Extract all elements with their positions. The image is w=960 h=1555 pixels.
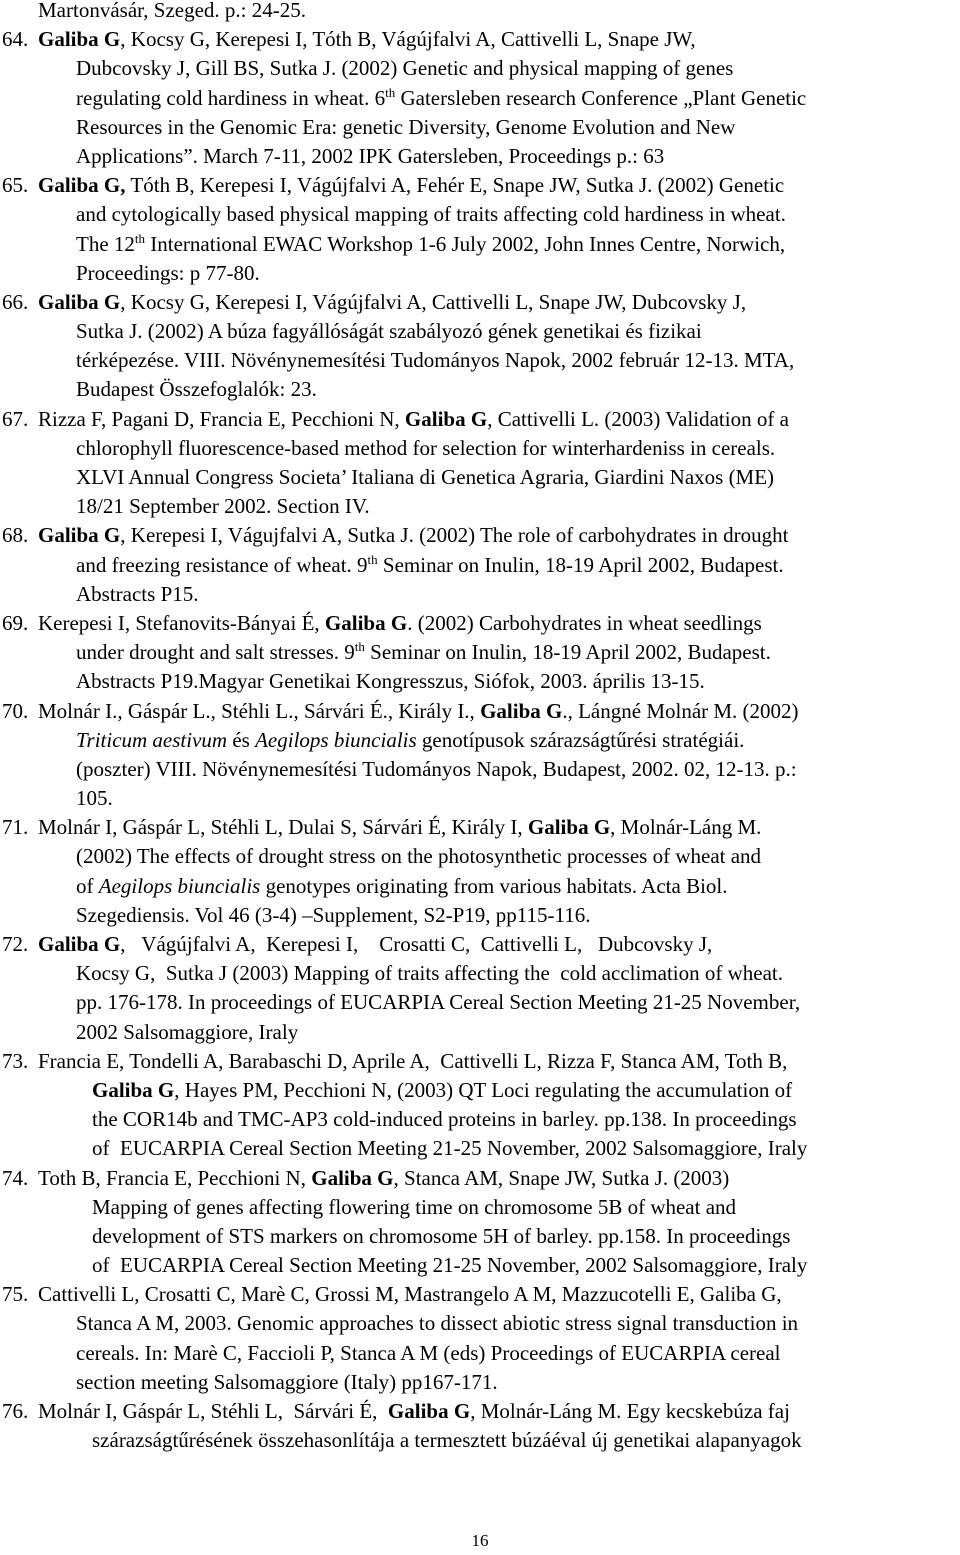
reference-number: 76. <box>2 1399 29 1423</box>
reference-text: Proceedings: p 77-80. <box>76 260 260 285</box>
reference-number: 70. <box>2 698 29 723</box>
reference-text: (poszter) VIII. Növénynemesítési Tudományos Napok, Budapest, 2002. 02, 12-13. p.: <box>76 756 797 781</box>
reference-line <box>0 726 960 755</box>
page-number: 16 <box>471 1531 489 1550</box>
reference-number: 69. <box>2 610 29 635</box>
reference-line <box>0 755 960 784</box>
reference-text: Stanca A M, 2003. Genomic approaches to dissect abiotic stress signal transduction in <box>76 1311 799 1336</box>
reference-text: XLVI Annual Congress Societa’ Italiana di Genetica Agraria, Giardini Naxos (ME) <box>76 465 775 489</box>
reference-text: 2002 Salsomaggiore, Iraly <box>76 1019 299 1044</box>
reference-line <box>0 346 960 375</box>
reference-text: Galiba G, Hayes PM, Pecchioni N, (2003) QT Loci regulating the accumulation of <box>92 1077 793 1102</box>
reference-text: of EUCARPIA Cereal Section Meeting 21-25 November, 2002 Salsomaggiore, Iraly <box>92 1136 808 1161</box>
reference-line <box>0 463 960 492</box>
reference-line <box>0 1076 960 1105</box>
reference-line <box>0 1222 960 1251</box>
reference-line <box>0 580 960 609</box>
reference-line <box>0 1193 960 1222</box>
reference-entry-start <box>0 1047 960 1076</box>
reference-entry-start <box>0 813 960 842</box>
reference-line <box>0 434 960 463</box>
reference-line <box>0 1018 960 1047</box>
reference-entry-start <box>0 930 960 959</box>
reference-text: Galiba G, Kocsy G, Kerepesi I, Vágújfalvi A, Cattivelli L, Snape JW, Dubcovsky J, <box>38 289 747 314</box>
reference-text: Toth B, Francia E, Pecchioni N, Galiba G, Stanca AM, Snape JW, Sutka J. (2003) <box>38 1165 730 1190</box>
reference-text: chlorophyll fluorescence-based method for selection for winterhardeniss in cereals. <box>76 435 776 460</box>
reference-number: 65. <box>2 173 29 198</box>
reference-text: Molnár I., Gáspár L., Stéhli L., Sárvári É., Király I., Galiba G., Lángné Molnár M. (2002) <box>38 698 799 723</box>
reference-number: 74. <box>2 1165 29 1190</box>
reference-entry-start <box>0 1280 960 1309</box>
reference-entry-start <box>0 171 960 200</box>
reference-entry-start <box>0 405 960 434</box>
reference-text: Budapest Összefoglalók: 23. <box>76 377 317 402</box>
reference-text: The 12th International EWAC Workshop 1-6 July 2002, John Innes Centre, Norwich, <box>76 230 786 256</box>
reference-line <box>0 200 960 229</box>
reference-text: Francia E, Tondelli A, Barabaschi D, Aprile A, Cattivelli L, Rizza F, Stanca AM, Toth B, <box>38 1048 788 1073</box>
reference-text: Rizza F, Pagani D, Francia E, Pecchioni N, Galiba G, Cattivelli L. (2003) Validation of a <box>38 406 789 431</box>
reference-text: Dubcovsky J, Gill BS, Sutka J. (2002) Genetic and physical mapping of genes <box>76 56 734 81</box>
reference-text: development of STS markers on chromosome 5H of barley. pp.158. In proceedings <box>92 1223 791 1248</box>
reference-entry-start <box>0 1397 960 1426</box>
reference-text: of EUCARPIA Cereal Section Meeting 21-25 November, 2002 Salsomaggiore, Iraly <box>92 1253 808 1278</box>
reference-number: 75. <box>2 1282 29 1307</box>
reference-line <box>0 84 960 113</box>
reference-line <box>0 113 960 142</box>
reference-number: 71. <box>2 815 29 840</box>
reference-text: térképezése. VIII. Növénynemesítési Tudományos Napok, 2002 február 12-13. MTA, <box>76 348 795 373</box>
reference-text: Abstracts P15. <box>76 581 199 606</box>
reference-text: under drought and salt stresses. 9th Seminar on Inulin, 18-19 April 2002, Budapest. <box>76 639 771 665</box>
reference-text: Kocsy G, Sutka J (2003) Mapping of traits affecting the cold acclimation of wheat. <box>76 961 784 986</box>
reference-line <box>0 0 960 25</box>
reference-number: 64. <box>2 27 29 52</box>
reference-line <box>0 959 960 988</box>
reference-number: 66. <box>2 289 29 314</box>
reference-line <box>0 492 960 521</box>
reference-line <box>0 230 960 259</box>
reference-line <box>0 842 960 871</box>
reference-line <box>0 1339 960 1368</box>
reference-text: Mapping of genes affecting flowering time on chromosome 5B of wheat and <box>92 1194 737 1219</box>
reference-text: section meeting Salsomaggiore (Italy) pp167-171. <box>76 1369 498 1394</box>
reference-number: 72. <box>2 932 29 956</box>
reference-line <box>0 1134 960 1163</box>
reference-line <box>0 375 960 404</box>
reference-text: Galiba G, Kocsy G, Kerepesi I, Tóth B, Vágújfalvi A, Cattivelli L, Snape JW, <box>38 27 696 52</box>
reference-line <box>0 142 960 171</box>
reference-entry-start <box>0 288 960 317</box>
reference-line <box>0 988 960 1017</box>
reference-line <box>0 1309 960 1338</box>
reference-text: szárazságtűrésének összehasonlítája a termesztett búzáéval új genetikai alapanyagok <box>92 1428 802 1453</box>
reference-text: Sutka J. (2002) A búza fagyállóságát szabályozó gének genetikai és fizikai <box>76 319 702 344</box>
reference-line <box>0 1105 960 1134</box>
reference-text: Resources in the Genomic Era: genetic Diversity, Genome Evolution and New <box>76 114 736 139</box>
reference-text: Triticum aestivum és Aegilops biuncialis genotípusok szárazságtűrési stratégiái. <box>76 727 745 752</box>
reference-text: and freezing resistance of wheat. 9th Seminar on Inulin, 18-19 April 2002, Budapest. <box>76 551 784 577</box>
reference-line <box>0 901 960 930</box>
reference-text: of Aegilops biuncialis genotypes originating from various habitats. Acta Biol. <box>76 873 728 898</box>
reference-text: Martonvásár, Szeged. p.: 24-25. <box>38 0 307 22</box>
reference-line <box>0 638 960 667</box>
reference-line <box>0 551 960 580</box>
reference-text: (2002) The effects of drought stress on the photosynthetic processes of wheat and <box>76 844 762 869</box>
reference-line <box>0 784 960 813</box>
reference-text: and cytologically based physical mapping of traits affecting cold hardiness in wheat. <box>76 202 786 227</box>
reference-line <box>0 1426 960 1455</box>
reference-line <box>0 1251 960 1280</box>
reference-text: Galiba G, Tóth B, Kerepesi I, Vágújfalvi A, Fehér E, Snape JW, Sutka J. (2002) Genetic <box>38 173 785 198</box>
reference-number: 67. <box>2 406 29 431</box>
reference-line <box>0 1368 960 1397</box>
reference-text: Cattivelli L, Crosatti C, Marè C, Grossi M, Mastrangelo A M, Mazzucotelli E, Galiba G, <box>38 1282 782 1307</box>
reference-line <box>0 259 960 288</box>
reference-text: the COR14b and TMC-AP3 cold-induced proteins in barley. pp.138. In proceedings <box>92 1107 797 1132</box>
reference-text: 105. <box>76 786 113 811</box>
reference-line <box>0 667 960 696</box>
reference-number: 68. <box>2 523 29 548</box>
reference-text: cereals. In: Marè C, Faccioli P, Stanca A M (eds) Proceedings of EUCARPIA cereal <box>76 1340 781 1365</box>
reference-line <box>0 54 960 83</box>
reference-entry-start <box>0 609 960 638</box>
reference-text: Galiba G, Vágújfalvi A, Kerepesi I, Crosatti C, Cattivelli L, Dubcovsky J, <box>38 932 713 956</box>
reference-text: Abstracts P19.Magyar Genetikai Kongresszus, Siófok, 2003. április 13-15. <box>76 669 705 694</box>
reference-text: Applications”. March 7-11, 2002 IPK Gatersleben, Proceedings p.: 63 <box>76 143 665 168</box>
reference-text: Szegediensis. Vol 46 (3-4) –Supplement, S2-P19, pp115-116. <box>76 902 591 927</box>
reference-text: Kerepesi I, Stefanovits-Bányai É, Galiba G. (2002) Carbohydrates in wheat seedlings <box>38 610 762 635</box>
reference-line <box>0 872 960 901</box>
reference-text: Galiba G, Kerepesi I, Vágujfalvi A, Sutka J. (2002) The role of carbohydrates in drought <box>38 523 789 548</box>
reference-entry-start <box>0 697 960 726</box>
reference-entry-start <box>0 1164 960 1193</box>
reference-text: regulating cold hardiness in wheat. 6th Gatersleben research Conference „Plant Genetic <box>76 84 807 110</box>
reference-number: 73. <box>2 1048 29 1073</box>
reference-entry-start <box>0 521 960 550</box>
reference-text: Molnár I, Gáspár L, Stéhli L, Dulai S, Sárvári É, Király I, Galiba G, Molnár-Láng M. <box>38 815 762 840</box>
reference-text: pp. 176-178. In proceedings of EUCARPIA Cereal Section Meeting 21-25 November, <box>76 990 801 1015</box>
reference-text: 18/21 September 2002. Section IV. <box>76 494 370 519</box>
reference-text: Molnár I, Gáspár L, Stéhli L, Sárvári É, Galiba G, Molnár-Láng M. Egy kecskebúza faj <box>38 1399 790 1423</box>
reference-line <box>0 317 960 346</box>
reference-entry-start <box>0 25 960 54</box>
